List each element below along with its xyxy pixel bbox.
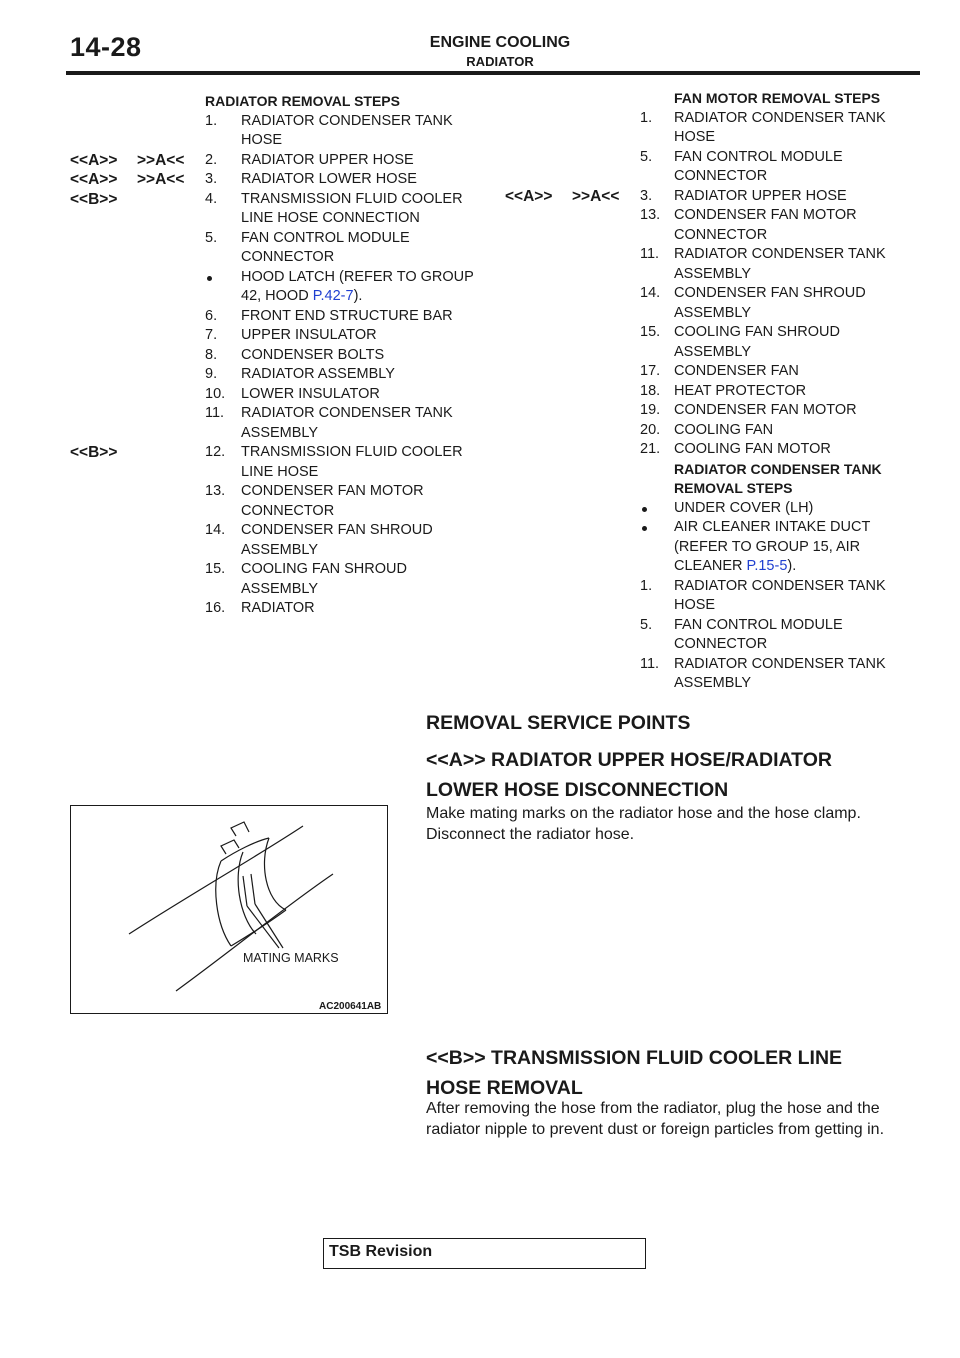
step-text [241, 307, 486, 327]
removal-marker [70, 229, 137, 268]
step-text-main: RADIATOR LOWER HOSE [241, 171, 417, 187]
step-text-main: FAN CONTROL MODULE CONNECTOR [241, 229, 410, 265]
step-text [241, 229, 486, 268]
bullet-dot [207, 276, 212, 281]
step-number: 1. [205, 112, 218, 129]
step-number: 6. [205, 307, 218, 324]
step-number: 5. [205, 229, 218, 246]
step-text-main: CONDENSER FAN SHROUD ASSEMBLY [241, 522, 433, 558]
removal-marker [505, 109, 572, 148]
left-step-list [70, 112, 490, 619]
mating-marks-label: MATING MARKS [243, 951, 339, 965]
step-number: 11. [640, 246, 660, 262]
step-number: 2. [205, 151, 218, 168]
service-b-heading: <<B>> TRANSMISSION FLUID COOLER LINE HOSE REMOVAL [426, 1047, 843, 1099]
installation-marker [572, 109, 640, 148]
section-subtitle: RADIATOR [466, 54, 534, 69]
removal-marker [505, 206, 572, 245]
page-reference-link[interactable]: P.15-5 [746, 558, 788, 574]
step-item [505, 382, 925, 402]
step-text [241, 482, 486, 521]
step-text [674, 206, 919, 245]
step-item [70, 482, 490, 521]
page-reference-link[interactable]: P.42-7 [312, 288, 354, 304]
right-step-list-2 [505, 499, 925, 694]
fan-motor-removal-steps [505, 89, 925, 694]
step-text-main: RADIATOR CONDENSER TANK HOSE [241, 112, 453, 148]
installation-marker: >>A<< [137, 151, 185, 169]
step-text-main: HEAT PROTECTOR [674, 382, 807, 399]
service-a-heading: <<A>> RADIATOR UPPER HOSE/RADIATOR LOWER HOSE DISCONNECTION [426, 749, 832, 801]
step-number: 21. [640, 441, 661, 457]
step-text-main: COOLING FAN SHROUD ASSEMBLY [241, 561, 407, 597]
step-item [505, 616, 925, 655]
step-number: 16. [205, 600, 226, 616]
step-text-main: CONDENSER FAN SHROUD ASSEMBLY [674, 285, 866, 321]
step-item [70, 365, 490, 385]
step-text [674, 148, 919, 187]
step-text [241, 521, 486, 560]
removal-marker [70, 599, 137, 619]
step-text [241, 443, 486, 482]
section-title: ENGINE COOLING [429, 34, 571, 51]
step-number: 14. [205, 522, 226, 538]
step-text [241, 268, 486, 307]
installation-marker [137, 112, 205, 151]
service-a-text: Make mating marks on the radiator hose and the hose clamp. Disconnect the radiator hose. [426, 805, 861, 843]
step-item [70, 151, 490, 171]
step-item [505, 518, 925, 577]
step-item [505, 284, 925, 323]
step-item [505, 148, 925, 187]
step-number: 8. [205, 346, 218, 363]
removal-marker [505, 421, 572, 441]
tsb-revision-box [323, 1238, 646, 1269]
hose-clamp-illustration [71, 806, 387, 1013]
removal-marker [505, 382, 572, 402]
installation-marker [572, 421, 640, 441]
step-text-main: RADIATOR UPPER HOSE [674, 187, 847, 204]
removal-marker [70, 521, 137, 560]
removal-marker [505, 284, 572, 323]
step-text-main: UNDER COVER (LH) [674, 499, 814, 516]
step-item [505, 323, 925, 362]
installation-marker [572, 616, 640, 655]
step-number: 11. [640, 655, 660, 672]
removal-service-points-heading: REMOVAL SERVICE POINTS [426, 712, 691, 734]
step-item [70, 112, 490, 151]
removal-marker [70, 307, 137, 327]
step-number: 17. [640, 363, 661, 379]
step-item [70, 268, 490, 307]
removal-marker [505, 518, 572, 577]
installation-marker [137, 229, 205, 268]
step-text-suffix: ). [353, 288, 363, 304]
removal-marker [505, 655, 572, 694]
radiator-removal-steps [70, 92, 490, 619]
step-item [505, 401, 925, 421]
step-item [505, 421, 925, 441]
step-number: 12. [205, 444, 226, 460]
installation-marker: >>A<< [137, 171, 185, 188]
step-text-main: LOWER INSULATOR [241, 385, 380, 402]
step-item [70, 560, 490, 599]
left-heading-row [70, 92, 490, 112]
step-text [241, 560, 486, 599]
installation-marker [137, 190, 205, 229]
removal-marker: <<A>> [70, 151, 118, 169]
bullet-icon [640, 518, 674, 577]
step-number: 14. [640, 285, 661, 301]
step-text-main: RADIATOR CONDENSER TANK ASSEMBLY [674, 246, 886, 282]
step-text-main: RADIATOR CONDENSER TANK ASSEMBLY [241, 405, 453, 441]
tsb-revision-label: TSB Revision [329, 1243, 433, 1260]
step-number: 19. [640, 402, 661, 418]
removal-marker [70, 385, 137, 405]
page-number: 14-28 [70, 32, 142, 62]
step-number: 4. [205, 190, 218, 207]
step-text-main: CONDENSER FAN MOTOR [674, 402, 857, 418]
removal-marker: <<A>> [70, 171, 118, 188]
step-text [674, 362, 919, 382]
step-item [505, 655, 925, 694]
bullet-icon [205, 268, 241, 307]
removal-marker [70, 346, 137, 366]
step-number: 10. [205, 385, 226, 402]
step-text [674, 109, 919, 148]
radiator-removal-heading: RADIATOR REMOVAL STEPS [205, 93, 400, 109]
step-text [674, 499, 919, 519]
step-text [674, 518, 919, 577]
step-number: 7. [205, 327, 218, 343]
right-heading-row [505, 89, 925, 109]
step-text-main: CONDENSER FAN [674, 363, 799, 379]
installation-marker [137, 365, 205, 385]
installation-marker [572, 382, 640, 402]
step-text-main: HOOD LATCH (REFER TO GROUP 42, HOOD [241, 268, 474, 304]
step-item [70, 229, 490, 268]
step-text-main: RADIATOR UPPER HOSE [241, 151, 414, 168]
step-item [505, 577, 925, 616]
step-text [674, 323, 919, 362]
step-item [70, 521, 490, 560]
step-text [241, 346, 486, 366]
installation-marker [572, 440, 640, 460]
step-text [674, 421, 919, 441]
step-text-main: FAN CONTROL MODULE CONNECTOR [674, 148, 843, 184]
installation-marker [137, 326, 205, 346]
step-text-main: COOLING FAN [674, 421, 774, 438]
installation-marker [572, 577, 640, 616]
removal-marker [505, 577, 572, 616]
installation-marker [572, 206, 640, 245]
step-number: 13. [205, 483, 226, 499]
step-text-main: RADIATOR [241, 600, 315, 616]
removal-marker [70, 404, 137, 443]
installation-marker: >>A<< [572, 187, 620, 205]
step-text [241, 404, 486, 443]
installation-marker [137, 385, 205, 405]
step-text [241, 326, 486, 346]
removal-marker [505, 323, 572, 362]
removal-marker: <<B>> [70, 444, 118, 461]
step-text-suffix: ). [787, 558, 797, 574]
step-number: 9. [205, 366, 218, 382]
step-text [674, 577, 919, 616]
step-number: 1. [640, 577, 653, 594]
step-item [505, 245, 925, 284]
step-text [241, 170, 486, 190]
removal-marker [505, 616, 572, 655]
removal-marker: <<B>> [70, 190, 118, 208]
step-text-main: CONDENSER FAN MOTOR CONNECTOR [241, 483, 424, 519]
step-item [70, 326, 490, 346]
step-item [505, 187, 925, 207]
step-text [241, 365, 486, 385]
condenser-tank-removal-heading: RADIATOR CONDENSER TANK REMOVAL STEPS [674, 460, 882, 496]
bullet-dot [642, 507, 647, 512]
installation-marker [572, 401, 640, 421]
step-item [505, 440, 925, 460]
step-number: 15. [205, 561, 226, 577]
step-text-main: COOLING FAN MOTOR [674, 441, 831, 457]
step-item [505, 499, 925, 519]
step-item [70, 599, 490, 619]
step-text [674, 382, 919, 402]
step-number: 5. [640, 616, 653, 633]
installation-marker [572, 518, 640, 577]
bullet-dot [642, 526, 647, 531]
step-text-main: RADIATOR CONDENSER TANK HOSE [674, 109, 886, 145]
step-text [241, 599, 486, 619]
step-text-main: FRONT END STRUCTURE BAR [241, 307, 453, 324]
step-item [70, 307, 490, 327]
step-number: 18. [640, 382, 661, 399]
step-text-main: RADIATOR CONDENSER TANK HOSE [674, 577, 886, 613]
right-heading2-row [505, 460, 925, 499]
step-item [505, 362, 925, 382]
installation-marker [137, 521, 205, 560]
step-text-main: TRANSMISSION FLUID COOLER LINE HOSE [241, 444, 463, 480]
installation-marker [572, 148, 640, 187]
removal-marker [505, 440, 572, 460]
removal-marker [505, 362, 572, 382]
hose-mating-marks-figure [70, 805, 388, 1014]
step-text-main: FAN CONTROL MODULE CONNECTOR [674, 616, 843, 652]
step-text [674, 655, 919, 694]
removal-marker [70, 560, 137, 599]
step-number: 20. [640, 421, 661, 438]
installation-marker [137, 599, 205, 619]
step-number: 15. [640, 324, 661, 340]
step-item [505, 109, 925, 148]
step-text-main: AIR CLEANER INTAKE DUCT (REFER TO GROUP 15, AIR CLEANER [674, 519, 871, 574]
figure-code: AC200641AB [319, 1001, 382, 1012]
removal-marker [505, 245, 572, 284]
bullet-icon [640, 499, 674, 519]
installation-marker [137, 482, 205, 521]
installation-marker [572, 362, 640, 382]
installation-marker [572, 655, 640, 694]
step-text [674, 284, 919, 323]
step-text [241, 190, 486, 229]
step-item [70, 346, 490, 366]
step-text-main: UPPER INSULATOR [241, 327, 377, 343]
step-text-main: RADIATOR ASSEMBLY [241, 366, 395, 382]
step-text-main: COOLING FAN SHROUD ASSEMBLY [674, 324, 840, 360]
step-text-main: TRANSMISSION FLUID COOLER LINE HOSE CONNECTION [241, 190, 463, 226]
removal-marker [70, 112, 137, 151]
step-item [70, 190, 490, 229]
installation-marker [137, 560, 205, 599]
step-number: 3. [205, 171, 218, 187]
step-text-main: CONDENSER FAN MOTOR CONNECTOR [674, 207, 857, 243]
step-item [505, 206, 925, 245]
step-text [241, 112, 486, 151]
step-text-main: RADIATOR CONDENSER TANK ASSEMBLY [674, 655, 886, 691]
installation-marker [137, 268, 205, 307]
installation-marker [137, 404, 205, 443]
installation-marker [572, 245, 640, 284]
step-item [70, 443, 490, 482]
removal-marker [505, 401, 572, 421]
removal-marker [505, 148, 572, 187]
fan-motor-removal-heading: FAN MOTOR REMOVAL STEPS [674, 90, 881, 106]
step-text [674, 245, 919, 284]
right-step-list [505, 109, 925, 460]
installation-marker [137, 307, 205, 327]
removal-marker [70, 365, 137, 385]
step-text [674, 440, 919, 460]
removal-marker [70, 482, 137, 521]
installation-marker [572, 284, 640, 323]
step-number: 11. [205, 405, 225, 421]
installation-marker [572, 499, 640, 519]
step-text [674, 401, 919, 421]
service-b-text: After removing the hose from the radiator, plug the hose and the radiator nipple to prevent dust or foreign particles from getting in. [426, 1100, 885, 1138]
step-number: 3. [640, 187, 653, 204]
step-item [70, 404, 490, 443]
step-item [70, 385, 490, 405]
removal-marker [70, 326, 137, 346]
step-text-main: CONDENSER BOLTS [241, 346, 385, 363]
step-text [241, 151, 486, 171]
installation-marker [137, 346, 205, 366]
step-item [70, 170, 490, 190]
removal-marker: <<A>> [505, 187, 553, 205]
installation-marker [572, 323, 640, 362]
step-text [674, 187, 919, 207]
step-number: 5. [640, 148, 653, 165]
step-text [674, 616, 919, 655]
removal-marker [505, 499, 572, 519]
step-text [241, 385, 486, 405]
step-number: 13. [640, 207, 661, 223]
step-number: 1. [640, 109, 653, 126]
header-rule [66, 71, 920, 75]
installation-marker [137, 443, 205, 482]
removal-marker [70, 268, 137, 307]
